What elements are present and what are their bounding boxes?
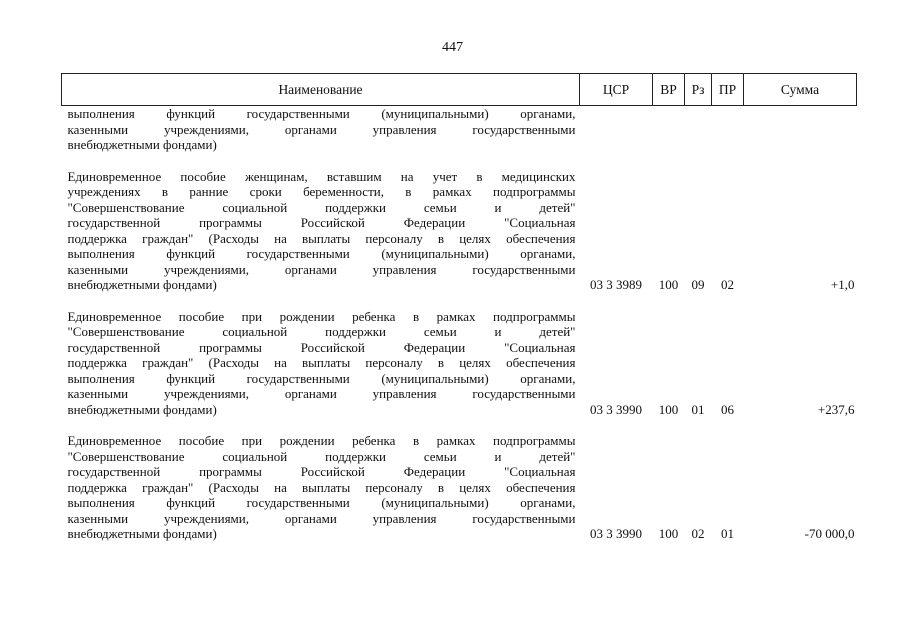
- name-line: выполнения функций государственными (муниципальными) органами,: [67, 246, 576, 261]
- table-row: [62, 309, 857, 434]
- header-pr: ПР: [712, 74, 744, 106]
- row-rz-cell: 02: [691, 526, 705, 541]
- table-header-row: [62, 74, 857, 106]
- row-name-cell: [62, 309, 580, 434]
- table-row: [62, 433, 857, 558]
- header-name: Наименование: [62, 74, 580, 106]
- row-rz-cell: 09: [691, 277, 705, 292]
- row-name-cell: [62, 169, 580, 309]
- name-line: Единовременное пособие при рождении ребенка в рамках подпрограммы: [67, 433, 576, 448]
- row-csr-cell: 03 3 3990: [590, 526, 642, 541]
- name-line: поддержка граждан" (Расходы на выплаты персоналу в целях обеспечения: [67, 355, 576, 370]
- name-line: государственной программы Российской Федерации "Социальная: [67, 339, 576, 355]
- row-vr-cell: 100: [658, 277, 679, 292]
- row-rz-cell: 01: [691, 401, 705, 417]
- page-number: 447: [442, 40, 463, 55]
- name-line: поддержка граждан" (Расходы на выплаты персоналу в целях обеспечения: [67, 479, 576, 495]
- row-csr-cell: 03 3 3989: [590, 277, 642, 292]
- name-line: казенными учреждениями, органами управления государственными: [67, 261, 576, 277]
- row-vr-cell: 100: [658, 401, 679, 417]
- name-line: казенными учреждениями, органами управления государственными: [67, 510, 576, 526]
- row-pr-cell: 02: [721, 277, 734, 292]
- name-line: казенными учреждениями, органами управления государственными: [67, 121, 576, 137]
- header-rz: Рз: [685, 74, 712, 106]
- name-line: выполнения функций государственными (муниципальными) органами,: [67, 370, 576, 386]
- row-pr-cell: 01: [721, 526, 734, 541]
- header-sum: Сумма: [744, 74, 857, 106]
- name-line: внебюджетными фондами): [67, 137, 217, 152]
- name-line: внебюджетными фондами): [67, 277, 217, 292]
- header-vr: ВР: [653, 74, 685, 106]
- name-line: внебюджетными фондами): [67, 526, 217, 541]
- table-row: [62, 169, 857, 309]
- name-line: выполнения функций государственными (муниципальными) органами,: [67, 106, 576, 121]
- name-line: поддержка граждан" (Расходы на выплаты персоналу в целях обеспечения: [67, 230, 576, 246]
- table-row-continuation: [62, 106, 857, 169]
- row-pr-cell: 06: [721, 401, 734, 417]
- budget-table: [61, 73, 857, 558]
- header-csr: ЦСР: [580, 74, 653, 106]
- name-line: "Совершенствование социальной поддержки семьи и детей": [67, 448, 576, 464]
- row-sum-cell: +237,6: [817, 401, 855, 417]
- row-sum-cell: -70 000,0: [804, 526, 855, 541]
- name-line: казенными учреждениями, органами управления государственными: [67, 386, 576, 401]
- name-line: внебюджетными фондами): [67, 401, 217, 417]
- budget-table-container: [61, 73, 856, 558]
- row-vr-cell: 100: [658, 526, 679, 541]
- name-line: "Совершенствование социальной поддержки семьи и детей": [67, 324, 576, 339]
- row-name-cell: [62, 433, 580, 558]
- name-line: "Совершенствование социальной поддержки семьи и детей": [67, 199, 576, 215]
- name-line: учреждениях в ранние сроки беременности, в рамках подпрограммы: [67, 184, 576, 199]
- name-line: выполнения функций государственными (муниципальными) органами,: [67, 495, 576, 510]
- row-csr-cell: 03 3 3990: [590, 401, 642, 417]
- continuation-name-cell: [62, 106, 580, 169]
- name-line: государственной программы Российской Федерации "Социальная: [67, 215, 576, 230]
- name-line: государственной программы Российской Федерации "Социальная: [67, 464, 576, 479]
- name-line: Единовременное пособие при рождении ребенка в рамках подпрограммы: [67, 308, 576, 324]
- row-sum-cell: +1,0: [830, 277, 855, 292]
- name-line: Единовременное пособие женщинам, вставшим на учет в медицинских: [67, 168, 576, 184]
